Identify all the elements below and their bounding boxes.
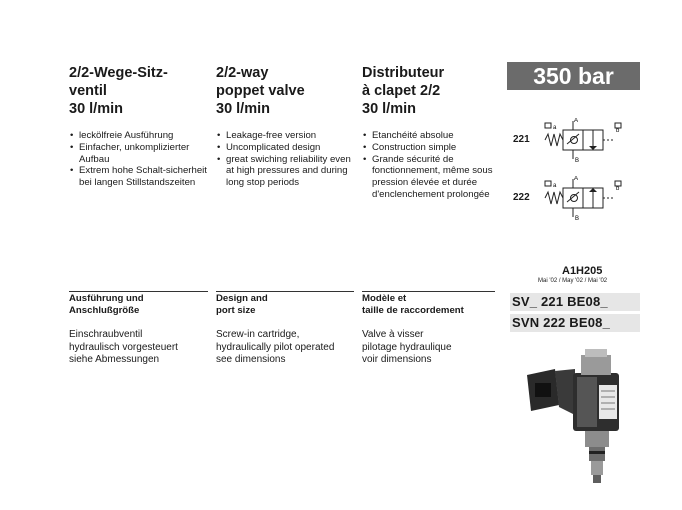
catalog-date: Mai '02 / May '02 / Mai '02	[538, 278, 608, 284]
section-heading-french: Modèle et taille de raccordement	[362, 293, 464, 316]
features-german	[69, 130, 209, 189]
title-french: Distributeur à clapet 2/2 30 l/min	[362, 65, 445, 117]
feature-item: • Grande sécurité de fonctionnement, même sous pression élevée et durée d'enclenchement prolongée	[362, 154, 497, 201]
feature-item: • Einfacher, unkomplizierter Aufbau	[69, 142, 209, 166]
section-heading-english: Design and port size	[216, 293, 268, 316]
catalog-code: A1H205	[562, 265, 603, 277]
features-french	[362, 130, 497, 201]
pilot-a-label: a	[553, 125, 557, 131]
section-heading-german: Ausführung und Anschlußgröße	[69, 293, 144, 316]
column-german	[69, 64, 209, 189]
symbol-label-222: 222	[513, 192, 530, 203]
section-body-french: Valve à visser pilotage hydraulique voir dimensions	[362, 329, 452, 365]
port-a-label: A	[574, 176, 579, 182]
valve-symbol-222-icon	[543, 176, 633, 220]
feature-item: • Construction simple	[362, 142, 497, 154]
valve-symbol-221-icon	[543, 118, 633, 162]
section-divider	[216, 291, 354, 292]
port-b-label: B	[575, 216, 580, 220]
feature-item: • Etanchéité absolue	[362, 130, 497, 142]
section-body-german: Einschraubventil hydraulisch vorgesteuert siehe Abmessungen	[69, 329, 178, 365]
title-english: 2/2-way poppet valve 30 l/min	[216, 65, 305, 117]
valve-product-image	[515, 345, 645, 485]
pilot-b-label: b	[616, 186, 620, 192]
feature-item: • leckölfreie Ausführung	[69, 130, 209, 142]
section-divider	[362, 291, 495, 292]
model-code: SVN 222 BE08_	[510, 314, 640, 332]
feature-item: • Leakage-free version	[216, 130, 356, 142]
section-divider	[69, 291, 208, 292]
features-english	[216, 130, 356, 189]
title-german: 2/2-Wege-Sitz- ventil 30 l/min	[69, 65, 168, 117]
feature-item: • Uncomplicated design	[216, 142, 356, 154]
port-a-label: A	[574, 118, 579, 124]
column-french	[362, 64, 497, 201]
pilot-b-label: b	[616, 128, 620, 134]
symbol-label-221: 221	[513, 134, 530, 145]
column-english	[216, 64, 356, 189]
feature-item: • great swiching reliability even at high pressures and during long stop periods	[216, 154, 356, 189]
section-body-english: Screw-in cartridge, hydraulically pilot operated see dimensions	[216, 329, 335, 365]
pilot-a-label: a	[553, 183, 557, 189]
feature-item: • Extrem hohe Schalt-sicherheit bei langen Stillstandszeiten	[69, 165, 209, 189]
model-code: SV_ 221 BE08_	[510, 293, 640, 311]
port-b-label: B	[575, 158, 580, 162]
pressure-badge: 350 bar	[507, 62, 640, 90]
